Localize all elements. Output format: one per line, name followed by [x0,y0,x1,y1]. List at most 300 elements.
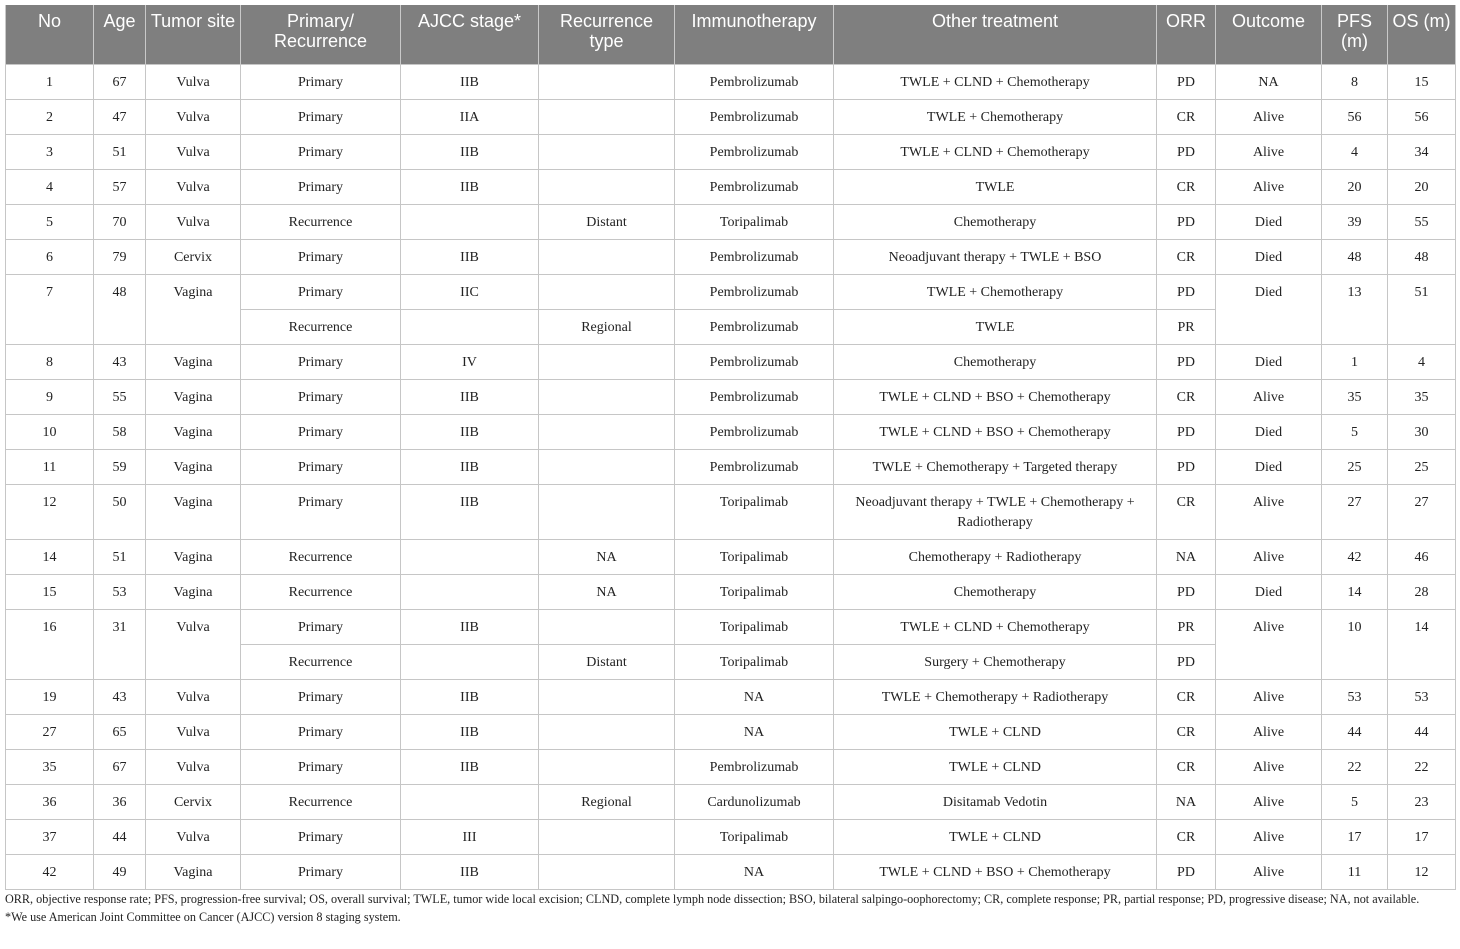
cell-primary-recurrence: Primary [241,484,401,539]
cell-immunotherapy: Toripalimab [675,539,834,574]
table-row [6,539,1456,574]
cell-ajcc-stage [401,784,539,819]
cell-age: 49 [94,854,146,889]
cell-outcome: Alive [1216,819,1322,854]
cell-pfs: 44 [1322,714,1388,749]
header-no: No [6,5,94,64]
header-ajcc-stage: AJCC stage* [401,5,539,64]
cell-age: 48 [94,274,146,344]
cell-no: 11 [6,449,94,484]
cell-immunotherapy: NA [675,854,834,889]
cell-recurrence-type [539,679,675,714]
cell-other-treatment: TWLE + Chemotherapy [834,99,1157,134]
cell-pfs: 17 [1322,819,1388,854]
cell-recurrence-type: NA [539,539,675,574]
cell-orr: CR [1157,714,1216,749]
cell-age: 67 [94,749,146,784]
cell-age: 31 [94,609,146,679]
cell-no: 2 [6,99,94,134]
cell-outcome: Alive [1216,484,1322,539]
cell-age: 59 [94,449,146,484]
cell-ajcc-stage: IIB [401,449,539,484]
cell-primary-recurrence: Primary [241,64,401,99]
cell-ajcc-stage: IIB [401,379,539,414]
header-orr: ORR [1157,5,1216,64]
cell-pfs: 1 [1322,344,1388,379]
cell-recurrence-type [539,749,675,784]
cell-tumor-site: Vagina [146,449,241,484]
cell-immunotherapy: Toripalimab [675,574,834,609]
cell-immunotherapy: Pembrolizumab [675,134,834,169]
cell-os: 22 [1388,749,1456,784]
table-row [6,819,1456,854]
cell-primary-recurrence: Primary [241,749,401,784]
cell-outcome: NA [1216,64,1322,99]
cell-orr: PD [1157,134,1216,169]
table-row [6,99,1456,134]
cell-ajcc-stage [401,204,539,239]
cell-outcome: Alive [1216,539,1322,574]
cell-tumor-site: Vulva [146,819,241,854]
cell-outcome: Alive [1216,854,1322,889]
cell-orr: PD [1157,854,1216,889]
cell-immunotherapy: Pembrolizumab [675,99,834,134]
cell-tumor-site: Vagina [146,574,241,609]
cell-primary-recurrence: Recurrence [241,204,401,239]
cell-age: 43 [94,344,146,379]
cell-outcome: Died [1216,449,1322,484]
cell-immunotherapy: Pembrolizumab [675,344,834,379]
cell-ajcc-stage: IIB [401,484,539,539]
cell-no: 5 [6,204,94,239]
cell-os: 4 [1388,344,1456,379]
cell-orr: CR [1157,239,1216,274]
cell-outcome: Died [1216,344,1322,379]
cell-ajcc-stage: IV [401,344,539,379]
table-row [6,239,1456,274]
footnote-abbreviations: ORR, objective response rate; PFS, progression-free survival; OS, overall survival; TWLE, tumor wide local excision; CLND, complete lymph node dissection; BSO, bilateral salpingo-oophorectomy; CR, complete response; PR, partial response; PD, progressive disease; NA, not available. [5,892,1420,906]
cell-ajcc-stage: IIC [401,274,539,309]
cell-no: 35 [6,749,94,784]
cell-tumor-site: Vagina [146,414,241,449]
cell-immunotherapy: Pembrolizumab [675,64,834,99]
cell-ajcc-stage [401,644,539,679]
table-row [6,414,1456,449]
cell-os: 30 [1388,414,1456,449]
cell-tumor-site: Vagina [146,274,241,344]
cell-other-treatment: TWLE + CLND [834,749,1157,784]
cell-recurrence-type [539,169,675,204]
cell-no: 19 [6,679,94,714]
cell-ajcc-stage: IIB [401,854,539,889]
cell-other-treatment: TWLE + CLND + BSO + Chemotherapy [834,854,1157,889]
cell-age: 70 [94,204,146,239]
header-immunotherapy: Immunotherapy [675,5,834,64]
cell-other-treatment: Chemotherapy [834,204,1157,239]
cell-tumor-site: Vulva [146,134,241,169]
table-row [6,134,1456,169]
header-pfs: PFS (m) [1322,5,1388,64]
cell-pfs: 20 [1322,169,1388,204]
cell-no: 3 [6,134,94,169]
cell-outcome: Alive [1216,379,1322,414]
cell-pfs: 35 [1322,379,1388,414]
cell-os: 17 [1388,819,1456,854]
cell-other-treatment: TWLE + CLND + Chemotherapy [834,64,1157,99]
cell-immunotherapy: Pembrolizumab [675,239,834,274]
cell-no: 1 [6,64,94,99]
table-row [6,609,1456,644]
cell-ajcc-stage: IIB [401,134,539,169]
cell-immunotherapy: Toripalimab [675,204,834,239]
cell-primary-recurrence: Primary [241,449,401,484]
cell-no: 42 [6,854,94,889]
cell-outcome: Alive [1216,679,1322,714]
cell-ajcc-stage: IIB [401,414,539,449]
cell-recurrence-type [539,609,675,644]
cell-age: 65 [94,714,146,749]
cell-pfs: 27 [1322,484,1388,539]
cell-tumor-site: Cervix [146,784,241,819]
cell-age: 79 [94,239,146,274]
cell-other-treatment: Chemotherapy [834,344,1157,379]
cell-tumor-site: Vulva [146,749,241,784]
cell-orr: PD [1157,64,1216,99]
header-recurrence-type: Recurrence type [539,5,675,64]
cell-tumor-site: Vagina [146,854,241,889]
cell-age: 67 [94,64,146,99]
cell-pfs: 56 [1322,99,1388,134]
cell-orr: PD [1157,414,1216,449]
cell-orr: PR [1157,609,1216,644]
cell-os: 51 [1388,274,1456,344]
header-tumor-site: Tumor site [146,5,241,64]
patient-table [5,5,1456,890]
cell-primary-recurrence: Recurrence [241,784,401,819]
cell-primary-recurrence: Recurrence [241,574,401,609]
table-row [6,344,1456,379]
cell-recurrence-type [539,239,675,274]
cell-recurrence-type [539,344,675,379]
cell-recurrence-type [539,449,675,484]
cell-os: 25 [1388,449,1456,484]
cell-outcome: Alive [1216,134,1322,169]
cell-age: 43 [94,679,146,714]
cell-tumor-site: Vagina [146,344,241,379]
cell-age: 58 [94,414,146,449]
cell-recurrence-type [539,854,675,889]
cell-age: 50 [94,484,146,539]
cell-ajcc-stage [401,309,539,344]
cell-primary-recurrence: Primary [241,819,401,854]
cell-pfs: 14 [1322,574,1388,609]
cell-ajcc-stage: IIA [401,99,539,134]
cell-tumor-site: Vulva [146,204,241,239]
cell-no: 9 [6,379,94,414]
cell-other-treatment: Neoadjuvant therapy + TWLE + BSO [834,239,1157,274]
cell-age: 55 [94,379,146,414]
cell-orr: CR [1157,99,1216,134]
table-row [6,784,1456,819]
cell-immunotherapy: Toripalimab [675,484,834,539]
cell-outcome: Alive [1216,714,1322,749]
cell-primary-recurrence: Recurrence [241,309,401,344]
cell-os: 46 [1388,539,1456,574]
cell-orr: PD [1157,449,1216,484]
cell-no: 10 [6,414,94,449]
cell-other-treatment: Surgery + Chemotherapy [834,644,1157,679]
cell-ajcc-stage: IIB [401,679,539,714]
cell-os: 28 [1388,574,1456,609]
header-primary-recurrence: Primary/ Recurrence [241,5,401,64]
header-outcome: Outcome [1216,5,1322,64]
cell-other-treatment: Chemotherapy [834,574,1157,609]
cell-tumor-site: Vulva [146,609,241,679]
cell-orr: CR [1157,819,1216,854]
cell-orr: PR [1157,309,1216,344]
cell-tumor-site: Vagina [146,379,241,414]
cell-immunotherapy: Cardunolizumab [675,784,834,819]
cell-immunotherapy: Pembrolizumab [675,449,834,484]
cell-recurrence-type [539,819,675,854]
cell-immunotherapy: Pembrolizumab [675,749,834,784]
table-row [6,714,1456,749]
cell-no: 16 [6,609,94,679]
table-row [6,679,1456,714]
cell-ajcc-stage: IIB [401,169,539,204]
cell-tumor-site: Cervix [146,239,241,274]
cell-age: 51 [94,539,146,574]
header-other-treatment: Other treatment [834,5,1157,64]
cell-pfs: 13 [1322,274,1388,344]
cell-immunotherapy: Toripalimab [675,819,834,854]
cell-age: 44 [94,819,146,854]
cell-no: 8 [6,344,94,379]
cell-os: 15 [1388,64,1456,99]
cell-other-treatment: TWLE + CLND [834,819,1157,854]
cell-ajcc-stage: IIB [401,749,539,784]
table-row [6,449,1456,484]
cell-other-treatment: TWLE + Chemotherapy + Targeted therapy [834,449,1157,484]
cell-pfs: 53 [1322,679,1388,714]
cell-recurrence-type [539,99,675,134]
cell-outcome: Died [1216,274,1322,344]
cell-os: 14 [1388,609,1456,679]
cell-tumor-site: Vulva [146,169,241,204]
cell-pfs: 8 [1322,64,1388,99]
cell-other-treatment: TWLE + CLND + Chemotherapy [834,134,1157,169]
cell-other-treatment: Disitamab Vedotin [834,784,1157,819]
cell-outcome: Alive [1216,784,1322,819]
cell-other-treatment: Chemotherapy + Radiotherapy [834,539,1157,574]
cell-orr: CR [1157,169,1216,204]
cell-pfs: 22 [1322,749,1388,784]
cell-os: 55 [1388,204,1456,239]
cell-ajcc-stage [401,574,539,609]
table-header [6,5,1456,64]
cell-orr: NA [1157,784,1216,819]
cell-recurrence-type: Regional [539,309,675,344]
cell-age: 51 [94,134,146,169]
table-row [6,749,1456,784]
cell-os: 48 [1388,239,1456,274]
cell-recurrence-type: Distant [539,644,675,679]
cell-tumor-site: Vulva [146,99,241,134]
cell-other-treatment: TWLE + CLND + Chemotherapy [834,609,1157,644]
footnote-staging: *We use American Joint Committee on Cancer (AJCC) version 8 staging system. [5,910,401,924]
cell-no: 37 [6,819,94,854]
cell-ajcc-stage: IIB [401,714,539,749]
cell-recurrence-type [539,64,675,99]
table-row [6,274,1456,309]
cell-recurrence-type [539,274,675,309]
cell-os: 12 [1388,854,1456,889]
table-row [6,204,1456,239]
cell-outcome: Died [1216,414,1322,449]
cell-immunotherapy: Pembrolizumab [675,414,834,449]
cell-age: 57 [94,169,146,204]
cell-pfs: 5 [1322,414,1388,449]
cell-no: 7 [6,274,94,344]
cell-outcome: Died [1216,574,1322,609]
cell-primary-recurrence: Primary [241,344,401,379]
cell-ajcc-stage: IIB [401,609,539,644]
cell-pfs: 48 [1322,239,1388,274]
cell-no: 15 [6,574,94,609]
cell-primary-recurrence: Recurrence [241,644,401,679]
cell-os: 20 [1388,169,1456,204]
cell-tumor-site: Vulva [146,64,241,99]
cell-primary-recurrence: Primary [241,854,401,889]
cell-primary-recurrence: Primary [241,239,401,274]
cell-other-treatment: TWLE [834,309,1157,344]
cell-orr: PD [1157,204,1216,239]
cell-orr: CR [1157,484,1216,539]
footnotes [5,890,1457,926]
cell-ajcc-stage: IIB [401,239,539,274]
cell-other-treatment: TWLE [834,169,1157,204]
cell-other-treatment: TWLE + CLND [834,714,1157,749]
table-row [6,854,1456,889]
cell-os: 44 [1388,714,1456,749]
cell-age: 53 [94,574,146,609]
cell-no: 27 [6,714,94,749]
cell-immunotherapy: Pembrolizumab [675,379,834,414]
cell-other-treatment: TWLE + CLND + BSO + Chemotherapy [834,414,1157,449]
cell-no: 36 [6,784,94,819]
cell-primary-recurrence: Recurrence [241,539,401,574]
cell-primary-recurrence: Primary [241,414,401,449]
cell-orr: PD [1157,274,1216,309]
cell-immunotherapy: NA [675,679,834,714]
table-row [6,379,1456,414]
cell-ajcc-stage: IIB [401,64,539,99]
cell-outcome: Alive [1216,99,1322,134]
cell-primary-recurrence: Primary [241,99,401,134]
cell-recurrence-type [539,714,675,749]
cell-orr: PD [1157,574,1216,609]
cell-tumor-site: Vagina [146,484,241,539]
table-row [6,484,1456,539]
cell-primary-recurrence: Primary [241,714,401,749]
cell-tumor-site: Vulva [146,679,241,714]
cell-no: 4 [6,169,94,204]
cell-recurrence-type: Distant [539,204,675,239]
cell-os: 53 [1388,679,1456,714]
cell-pfs: 42 [1322,539,1388,574]
cell-recurrence-type [539,414,675,449]
cell-primary-recurrence: Primary [241,134,401,169]
cell-immunotherapy: Toripalimab [675,609,834,644]
cell-immunotherapy: Pembrolizumab [675,169,834,204]
cell-pfs: 4 [1322,134,1388,169]
cell-os: 34 [1388,134,1456,169]
cell-pfs: 5 [1322,784,1388,819]
cell-primary-recurrence: Primary [241,169,401,204]
cell-os: 35 [1388,379,1456,414]
table-row [6,64,1456,99]
cell-age: 36 [94,784,146,819]
cell-os: 23 [1388,784,1456,819]
cell-recurrence-type [539,379,675,414]
cell-outcome: Died [1216,239,1322,274]
cell-other-treatment: Neoadjuvant therapy + TWLE + Chemotherapy + Radiotherapy [834,484,1157,539]
cell-other-treatment: TWLE + Chemotherapy + Radiotherapy [834,679,1157,714]
table-container [5,5,1455,890]
cell-tumor-site: Vulva [146,714,241,749]
cell-outcome: Died [1216,204,1322,239]
cell-no: 6 [6,239,94,274]
cell-recurrence-type: NA [539,574,675,609]
cell-orr: PD [1157,344,1216,379]
table-row [6,574,1456,609]
cell-no: 14 [6,539,94,574]
cell-orr: PD [1157,644,1216,679]
cell-recurrence-type: Regional [539,784,675,819]
cell-outcome: Alive [1216,609,1322,679]
cell-orr: CR [1157,749,1216,784]
cell-other-treatment: TWLE + Chemotherapy [834,274,1157,309]
cell-recurrence-type [539,134,675,169]
cell-orr: CR [1157,679,1216,714]
cell-immunotherapy: Pembrolizumab [675,309,834,344]
cell-primary-recurrence: Primary [241,379,401,414]
table-row [6,169,1456,204]
cell-other-treatment: TWLE + CLND + BSO + Chemotherapy [834,379,1157,414]
cell-orr: NA [1157,539,1216,574]
cell-ajcc-stage: III [401,819,539,854]
cell-pfs: 39 [1322,204,1388,239]
header-row [6,5,1456,64]
cell-outcome: Alive [1216,169,1322,204]
cell-ajcc-stage [401,539,539,574]
cell-outcome: Alive [1216,749,1322,784]
cell-age: 47 [94,99,146,134]
cell-orr: CR [1157,379,1216,414]
header-age: Age [94,5,146,64]
header-os: OS (m) [1388,5,1456,64]
cell-pfs: 25 [1322,449,1388,484]
cell-recurrence-type [539,484,675,539]
cell-immunotherapy: Pembrolizumab [675,274,834,309]
cell-pfs: 10 [1322,609,1388,679]
cell-pfs: 11 [1322,854,1388,889]
cell-tumor-site: Vagina [146,539,241,574]
cell-primary-recurrence: Primary [241,609,401,644]
cell-os: 56 [1388,99,1456,134]
cell-immunotherapy: NA [675,714,834,749]
cell-immunotherapy: Toripalimab [675,644,834,679]
